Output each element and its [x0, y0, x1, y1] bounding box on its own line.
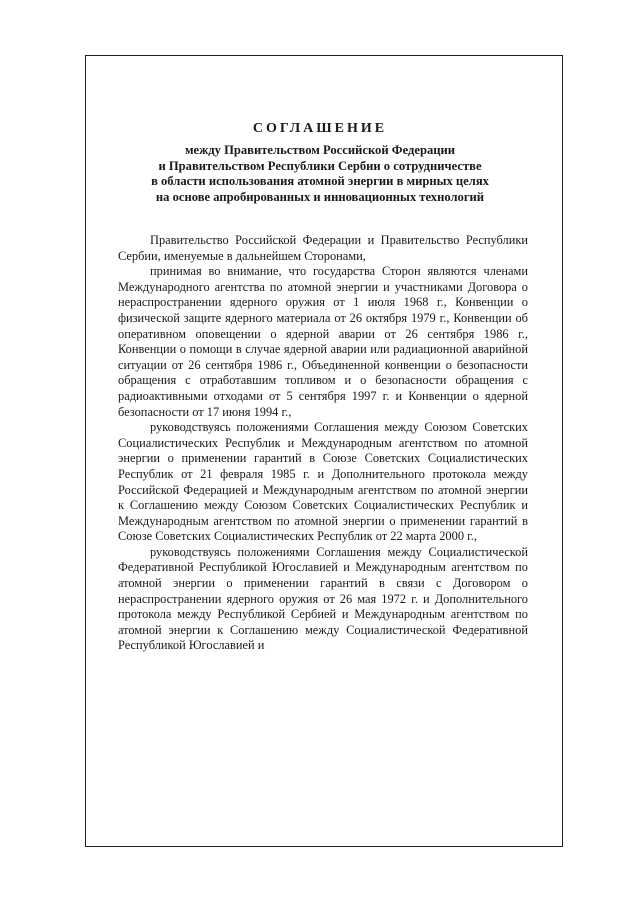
- subtitle-line: между Правительством Российской Федерации: [184, 143, 456, 157]
- subtitle-line: и Правительством Республики Сербии о сотрудничестве: [158, 158, 482, 173]
- paragraph-parties: Правительство Российской Федерации и Правительство Республики Сербии, именуемые в дальнейшем Сторонами,: [118, 233, 528, 263]
- subtitle-line: в области использования атомной энергии в мирных целях: [151, 174, 489, 188]
- paragraph-yugoslavia-iaea: руководствуясь положениями Соглашения между Социалистической Федеративной Республикой Югославией и Международным агентством по атомной энергии о применении гарантий в связи с Договором о нераспространении ядерного оружия от 26 мая 1972 г. и Дополнительного протокола между Республикой Сербией и Международным агентством по атомной энергии к Соглашению между Социалистической Федеративной Республикой Югославией и: [118, 544, 528, 653]
- subtitle-line: на основе апробированных и инновационных технологий: [155, 189, 485, 204]
- document-title: СОГЛАШЕНИЕ: [252, 121, 388, 136]
- paragraph-conventions: принимая во внимание, что государства Сторон являются членами Международного агентства по атомной энергии и участниками Договора о нераспространении ядерного оружия от 1 июля 1968 г., Конвенции о физической защите ядерного материала от 26 октября 1979 г., Конвенции об оперативном оповещении о ядерной аварии от 26 сентября 1986 г., Конвенции о помощи в случае ядерной аварии или радиационной аварийной ситуации от 26 сентября 1986 г., Объединенной конвенции о безопасности обращения с отработавшим топливом и о безопасности обращения с радиоактивными отходами от 5 сентября 1997 г. и Конвенции о ядерной безопасности от 17 июня 1994 г.,: [118, 264, 528, 419]
- paragraph-ussr-iaea: руководствуясь положениями Соглашения между Союзом Советских Социалистических Республик и Международным агентством по атомной энергии о применении гарантий в Союзе Советских Социалистических Республик от 21 февраля 1985 г. и Дополнительного протокола между Российской Федерацией и Международным агентством по атомной энергии к Соглашению между Союзом Советских Социалистических Республик и Международным агентством по атомной энергии о применении гарантий в Союзе Советских Социалистических Республик от 22 марта 2000 г.,: [118, 420, 528, 544]
- document-subtitle: [0, 143, 640, 205]
- document-body: [118, 233, 528, 654]
